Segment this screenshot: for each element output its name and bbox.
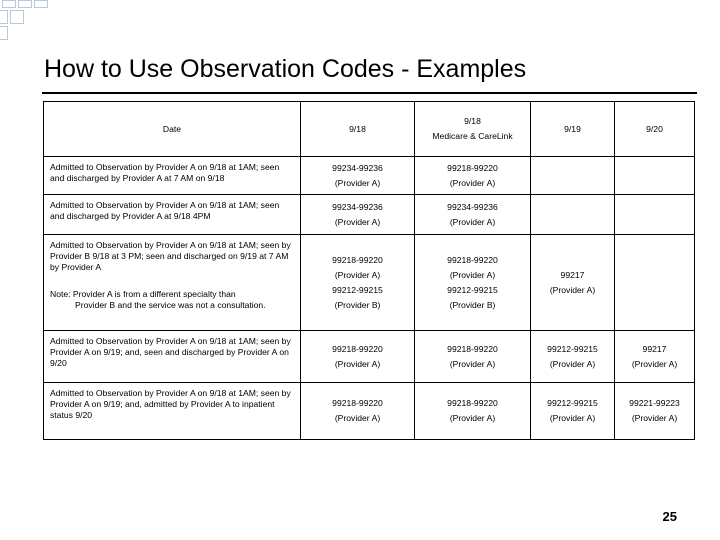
provider-label: (Provider A): [334, 413, 381, 423]
code-cell: [415, 383, 531, 440]
provider-label: (Provider A): [631, 358, 678, 369]
code-range: 99218-99220: [332, 398, 383, 408]
code-cell: [531, 235, 615, 331]
provider-label: (Provider A): [549, 358, 596, 369]
code-range: 99218-99220: [447, 343, 498, 354]
code-cell: [301, 235, 415, 331]
code-cell: [531, 383, 615, 440]
code-cell: [301, 195, 415, 235]
provider-label: (Provider A): [449, 413, 496, 423]
code-range: 99218-99220: [447, 398, 498, 408]
row-note-rest: Provider B and the service was not a consultation.: [75, 300, 266, 310]
provider-label: (Provider A): [334, 358, 381, 369]
title-underline: [42, 92, 697, 94]
header-9-18-medicare-label: Medicare & CareLink: [432, 131, 513, 141]
page-title: How to Use Observation Codes - Examples: [44, 55, 527, 83]
row-note: [50, 289, 296, 311]
provider-label: (Provider A): [334, 216, 381, 227]
row-description: [44, 383, 301, 440]
code-cell: [615, 195, 695, 235]
code-cell: [615, 383, 695, 440]
header-9-18-medicare-date: 9/18: [464, 116, 481, 126]
header-9-20: 9/20: [615, 102, 695, 157]
code-range: 99234-99236: [332, 201, 383, 212]
row-description: [44, 157, 301, 195]
code-range: 99218-99220: [447, 254, 498, 265]
row-description-text: Admitted to Observation by Provider A on 9/18 at 1AM; seen by Provider A on 9/19; and, seen and discharged by Provider A on 9/20: [50, 336, 291, 368]
code-cell: [415, 235, 531, 331]
header-9-18-medicare: [415, 102, 531, 157]
header-date: Date: [44, 102, 301, 157]
table-row: [44, 157, 695, 195]
provider-label: (Provider A): [631, 413, 678, 423]
code-cell: [531, 331, 615, 383]
provider-label: (Provider B): [334, 299, 381, 310]
page-number: 25: [662, 509, 677, 524]
table-row: [44, 235, 695, 331]
provider-label: (Provider A): [334, 269, 381, 280]
code-cell: [415, 157, 531, 195]
row-description: [44, 195, 301, 235]
provider-label: (Provider A): [449, 269, 496, 280]
provider-label: (Provider A): [449, 216, 496, 227]
header-row: [44, 102, 695, 157]
code-cell: [301, 383, 415, 440]
code-cell: [415, 331, 531, 383]
code-range: 99212-99215: [332, 284, 383, 295]
examples-table: [43, 101, 695, 440]
code-cell: [531, 195, 615, 235]
row-note-first-line: Note: Provider A is from a different specialty than: [50, 289, 236, 299]
row-description: [44, 235, 301, 331]
code-range: 99218-99220: [332, 254, 383, 265]
table-row: [44, 331, 695, 383]
row-description-text: Admitted to Observation by Provider A on 9/18 at 1AM; seen and discharged by Provider A at 7 AM on 9/18: [50, 162, 280, 183]
row-description-text: Admitted to Observation by Provider A on 9/18 at 1AM; seen by Provider B 9/18 at 3 PM; seen and discharged on 9/19 at 7 AM by Provider A: [50, 240, 291, 272]
code-range: 99234-99236: [447, 201, 498, 212]
row-description: [44, 331, 301, 383]
header-9-19: 9/19: [531, 102, 615, 157]
code-range: 99218-99220: [447, 162, 498, 173]
provider-label: (Provider A): [449, 358, 496, 369]
code-cell: [615, 235, 695, 331]
code-range: 99217: [642, 343, 667, 354]
code-cell: [301, 331, 415, 383]
table-row: [44, 195, 695, 235]
code-cell: [531, 157, 615, 195]
table-row: [44, 383, 695, 440]
code-range: 99218-99220: [332, 343, 383, 354]
code-range: 99212-99215: [547, 343, 598, 354]
code-range: 99212-99215: [547, 398, 598, 408]
code-cell: [301, 157, 415, 195]
provider-label: (Provider A): [549, 284, 596, 295]
provider-label: (Provider A): [334, 177, 381, 188]
header-9-18: 9/18: [301, 102, 415, 157]
row-description-text: Admitted to Observation by Provider A on 9/18 at 1AM; seen and discharged by Provider A at 9/18 4PM: [50, 200, 280, 221]
provider-label: (Provider A): [449, 177, 496, 188]
code-range: 99217: [560, 269, 585, 280]
decorative-squares: [0, 0, 60, 40]
code-cell: [615, 157, 695, 195]
code-cell: [415, 195, 531, 235]
code-range: 99221-99223: [629, 398, 680, 408]
provider-label: (Provider B): [449, 299, 496, 310]
code-range: 99234-99236: [332, 162, 383, 173]
provider-label: (Provider A): [549, 413, 596, 423]
code-range: 99212-99215: [447, 284, 498, 295]
code-cell: [615, 331, 695, 383]
row-description-text: Admitted to Observation by Provider A on 9/18 at 1AM; seen by Provider A on 9/19; and, admitted by Provider A to inpatient status 9/20: [50, 388, 291, 420]
